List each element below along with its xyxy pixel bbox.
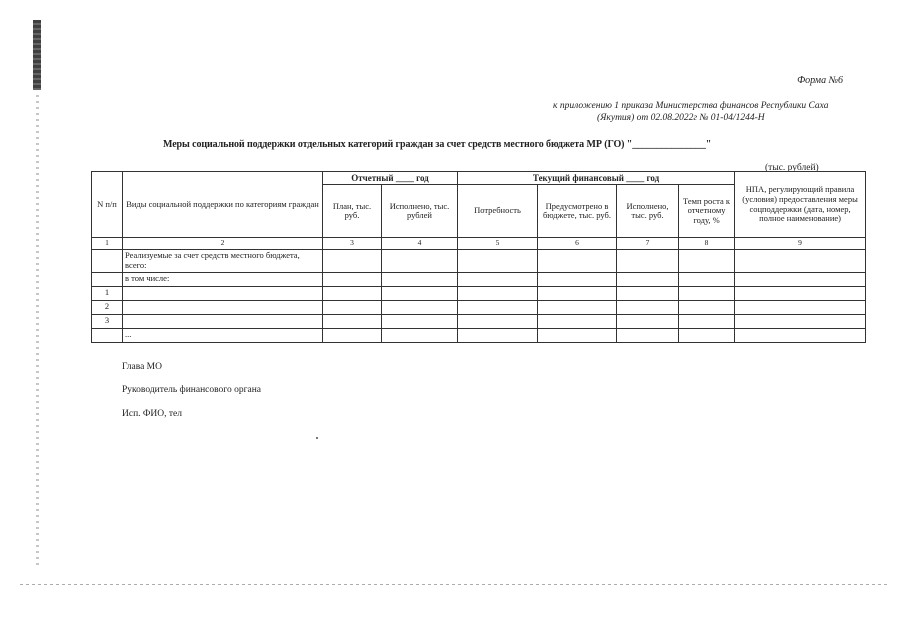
- header-no: N п/п: [92, 172, 123, 238]
- column-number: 7: [617, 238, 679, 250]
- row-number: [92, 249, 123, 272]
- column-number: 2: [123, 238, 323, 250]
- table-row: [92, 249, 866, 272]
- column-number: 4: [382, 238, 458, 250]
- table-row: [92, 286, 866, 300]
- scan-artifact: [20, 584, 890, 585]
- row-label: ...: [123, 328, 323, 342]
- row-label: [123, 286, 323, 300]
- document-title: Меры социальной поддержки отдельных категорий граждан за счет средств местного бюджета МР (ГО) "_______________": [163, 139, 712, 150]
- signature-executor: Исп. ФИО, тел: [122, 409, 182, 419]
- annex-reference-line-1: к приложению 1 приказа Министерства финансов Республики Саха: [553, 101, 829, 111]
- column-number: 5: [458, 238, 538, 250]
- header-npa: НПА, регулирующий правила (условия) предоставления меры соцподдержки (дата, номер, полное наименование): [735, 172, 866, 238]
- table-row: [92, 314, 866, 328]
- header-executed: Исполнено, тыс. рублей: [382, 185, 458, 238]
- column-number: 1: [92, 238, 123, 250]
- form-number: Форма №6: [797, 75, 843, 86]
- row-number: 2: [92, 300, 123, 314]
- row-number: 1: [92, 286, 123, 300]
- header-current-year: Текущий финансовый ____ год: [458, 172, 735, 185]
- signature-finance-head: Руководитель финансового органа: [122, 385, 262, 395]
- header-executed-current: Исполнено, тыс. руб.: [617, 185, 679, 238]
- table-row: [92, 328, 866, 342]
- row-label: [123, 314, 323, 328]
- row-label: в том числе:: [123, 272, 323, 286]
- signature-head: Глава МО: [122, 362, 162, 372]
- header-plan: План, тыс. руб.: [323, 185, 382, 238]
- header-report-year: Отчетный ____ год: [323, 172, 458, 185]
- row-number: [92, 272, 123, 286]
- units-note: (тыс. рублей): [765, 163, 819, 173]
- row-number: [92, 328, 123, 342]
- scan-artifact: [316, 437, 318, 439]
- header-kinds: Виды социальной поддержки по категориям граждан: [123, 172, 323, 238]
- annex-reference-line-2: (Якутия) от 02.08.2022г № 01-04/1244-Н: [597, 113, 765, 123]
- scan-artifact: [36, 95, 39, 565]
- column-number: 9: [735, 238, 866, 250]
- row-number: 3: [92, 314, 123, 328]
- column-numbers-row: [92, 238, 866, 250]
- row-label: Реализуемые за счет средств местного бюджета, всего:: [123, 249, 323, 272]
- table-row: [92, 300, 866, 314]
- table-row: [92, 272, 866, 286]
- support-measures-table: [91, 171, 866, 343]
- column-number: 8: [679, 238, 735, 250]
- column-number: 3: [323, 238, 382, 250]
- table-header-row: [92, 172, 866, 185]
- column-number: 6: [538, 238, 617, 250]
- header-budgeted: Предусмотрено в бюджете, тыс. руб.: [538, 185, 617, 238]
- header-need: Потребность: [458, 185, 538, 238]
- header-growth-rate: Темп роста к отчетному году, %: [679, 185, 735, 238]
- row-label: [123, 300, 323, 314]
- scan-artifact: [33, 20, 41, 90]
